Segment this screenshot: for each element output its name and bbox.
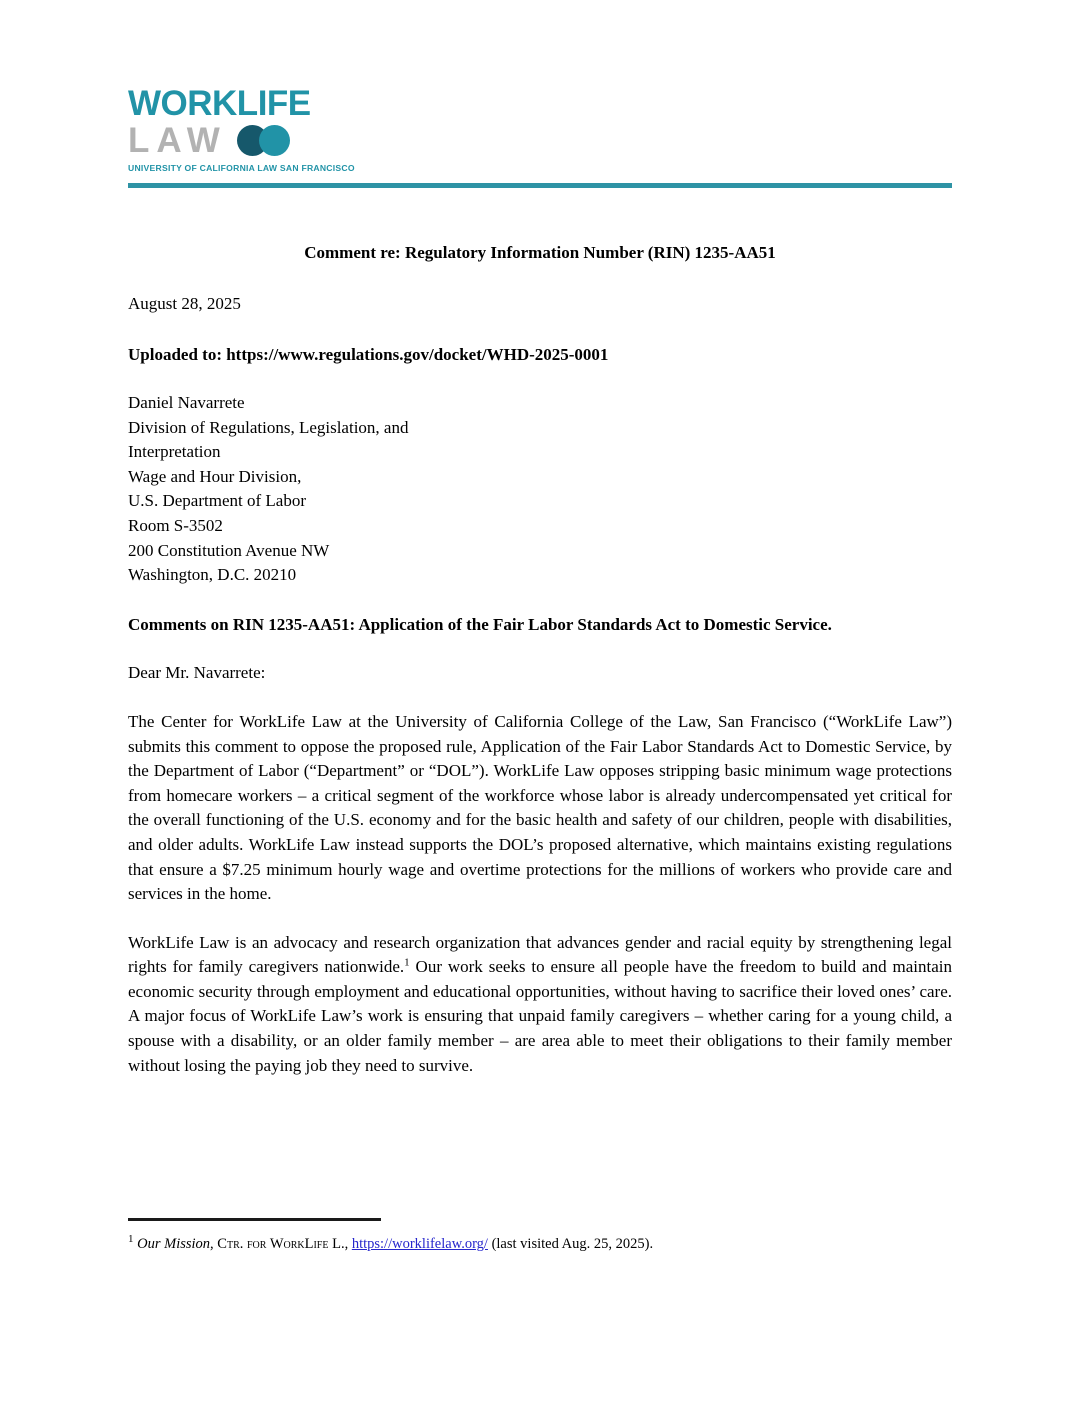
salutation: Dear Mr. Navarrete: <box>128 663 266 683</box>
body-paragraph-2 <box>128 931 952 1079</box>
footnote-reporter: Ctr. for WorkLife L., <box>217 1235 352 1252</box>
footnote-separator-text: , <box>210 1235 218 1252</box>
worklife-law-logo <box>128 0 952 173</box>
footnote-separator <box>128 1218 381 1221</box>
recipient-line: Room S-3502 <box>128 515 223 535</box>
recipient-line: Wage and Hour Division, <box>128 466 302 486</box>
document-title: Comment re: Regulatory Information Number (RIN) 1235-AA51 <box>304 243 776 262</box>
logo-law-text: LAW <box>128 120 227 160</box>
uploaded-to-line: Uploaded to: https://www.regulations.gov/docket/WHD-2025-0001 <box>128 345 609 364</box>
logo-teal-circle-icon <box>259 125 290 156</box>
recipient-line: U.S. Department of Labor <box>128 491 306 511</box>
footnote-tail: (last visited Aug. 25, 2025). <box>487 1235 654 1252</box>
logo-worklife-text: WORKLIFE <box>128 84 311 123</box>
logo-tagline: UNIVERSITY OF CALIFORNIA LAW SAN FRANCISCO <box>128 163 355 173</box>
footnote-case-name: Our Mission <box>137 1235 211 1252</box>
footnote-1 <box>128 1234 952 1254</box>
paragraph-2-text: WorkLife Law is an advocacy and research organization that advances gender and racial equity by strengthening legal rights for family caregivers nationwide. <box>128 932 952 977</box>
logo-law-row <box>128 122 952 158</box>
body-paragraph-1: The Center for WorkLife Law at the University of California College of the Law, San Francisco (“WorkLife Law”) submits this comment to oppose the proposed rule, Application of the Fair Labor Standards Act to Domestic Service, by the Department of Labor (“Department” or “DOL”). WorkLife Law opposes stripping basic minimum wage protections from homecare workers – a critical segment of the workforce whose labor is already undercompensated yet critical for the overall functioning of the U.S. economy and for the basic health and safety of our children, people with disabilities, and older adults. WorkLife Law instead supports the DOL’s proposed alternative, which maintains existing regulations that ensure a $7.25 minimum hourly wage and overtime protections for the millions of workers who provide care and services in the home. <box>128 711 952 904</box>
recipient-line: Interpretation <box>128 442 221 462</box>
logo-circles-icon <box>237 125 312 156</box>
recipient-line: Daniel Navarrete <box>128 393 245 412</box>
header-divider <box>128 183 952 188</box>
paragraph-2-text: Our work seeks to ensure all people have the freedom to build and maintain economic security through employment and educational opportunities, without having to sacrifice their loved ones’ care. A major focus of WorkLife Law’s work is ensuring that unpaid family caregivers – whether caring for a young child, a spouse with a disability, or an older family member – are area able to meet their obligations to their family member without losing the paying job they need to survive. <box>128 957 952 1075</box>
recipient-line: Washington, D.C. 20210 <box>128 565 297 585</box>
recipient-line: Division of Regulations, Legislation, and <box>128 417 409 437</box>
recipient-address-block <box>128 391 952 588</box>
recipient-line: 200 Constitution Avenue NW <box>128 540 330 560</box>
footnote-marker: 1 <box>128 1232 134 1245</box>
footnote-section <box>128 1218 952 1254</box>
subject-heading: Comments on RIN 1235-AA51: Application of the Fair Labor Standards Act to Domestic Service. <box>128 614 832 634</box>
document-date: August 28, 2025 <box>128 294 241 313</box>
footnote-reference-1: 1 <box>404 956 410 969</box>
worklifelaw-org-link[interactable]: https://worklifelaw.org/ <box>351 1235 488 1252</box>
